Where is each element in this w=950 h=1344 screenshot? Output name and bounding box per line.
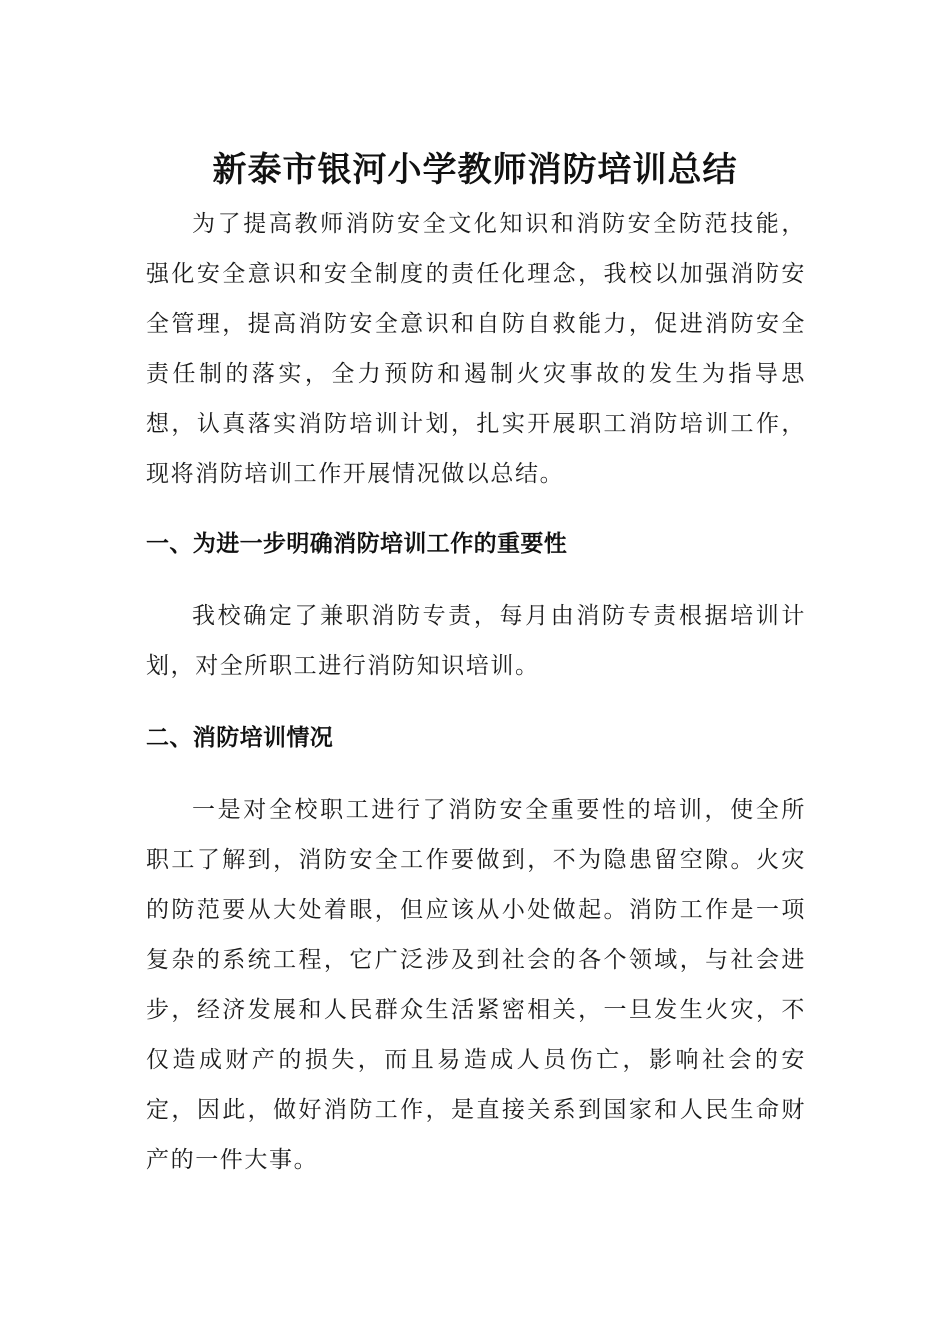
document-title: 新泰市银河小学教师消防培训总结 xyxy=(212,149,738,190)
section-2-body: 一是对全校职工进行了消防安全重要性的培训，使全所职工了解到，消防安全工作要做到，不为隐患留空隙。火灾的防范要从大处着眼，但应该从小处做起。消防工作是一项复杂的系统工程，它广泛涉及到社会的各个领域，与社会进步，经济发展和人民群众生活紧密相关，一旦发生火灾，不仅造成财产的损失，而且易造成人员伤亡，影响社会的安定，因此，做好消防工作，是直接关系到国家和人民生命财产的一件大事。 xyxy=(146,797,806,1173)
section-1-heading: 一、为进一步明确消防培训工作的重要性 xyxy=(146,531,568,557)
section-1-body: 我校确定了兼职消防专责，每月由消防专责根据培训计划，对全所职工进行消防知识培训。 xyxy=(146,603,806,679)
section-2-heading: 二、消防培训情况 xyxy=(146,725,334,751)
intro-paragraph: 为了提高教师消防安全文化知识和消防安全防范技能，强化安全意识和安全制度的责任化理念，我校以加强消防安全管理，提高消防安全意识和自防自救能力，促进消防安全责任制的落实，全力预防和遏制火灾事故的发生为指导思想，认真落实消防培训计划，扎实开展职工消防培训工作，现将消防培训工作开展情况做以总结。 xyxy=(146,211,806,487)
